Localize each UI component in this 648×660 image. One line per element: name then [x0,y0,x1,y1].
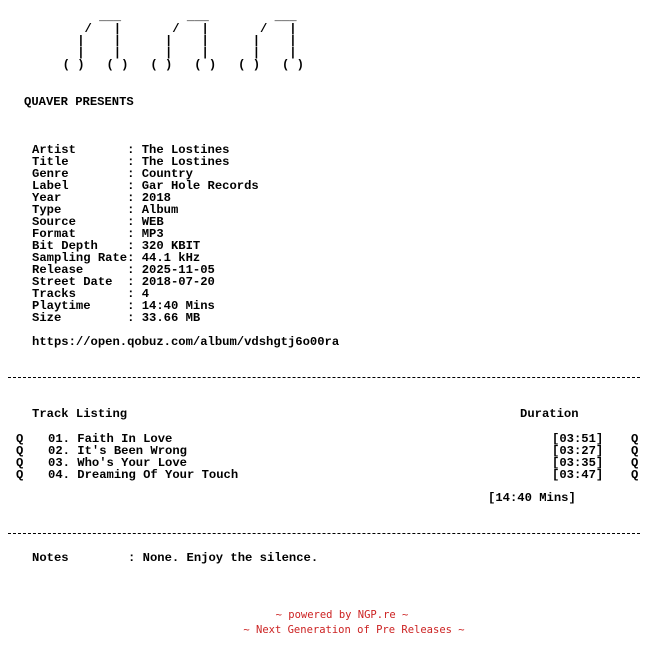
notes-label: Notes [32,551,69,565]
release-info-label: Label : [32,179,142,193]
release-info-value: 2018-07-20 [141,275,215,289]
footer-powered-by: ~ powered by NGP.re ~ [275,609,409,621]
release-info-label: Playtime : [32,299,142,313]
release-info-label: Year : [32,191,142,205]
release-info-value: 33.66 MB [141,311,201,325]
release-info-value: Album [141,203,179,217]
release-info-value: 44.1 kHz [141,251,201,265]
release-info-label: Genre : [32,167,142,181]
track-row [0,468,648,480]
track-marker-right: Q [631,432,639,446]
release-info-row [32,311,200,325]
presents-heading: QUAVER PRESENTS [24,95,134,109]
release-info-value: Country [141,167,193,181]
release-info-label: Size : [32,311,142,325]
release-info-label: Format : [32,227,142,241]
track-row [0,456,648,468]
track-listing-heading: Track Listing [32,407,128,421]
track-title: 01. Faith In Love [48,432,173,446]
footer-tagline: ~ Next Generation of Pre Releases ~ [243,624,465,636]
release-info-value: WEB [141,215,164,229]
track-marker-right: Q [631,468,639,482]
divider-bottom [8,533,640,534]
release-info-label: Artist : [32,143,142,157]
release-info-label: Release : [32,263,142,277]
release-info-label: Sampling Rate: [32,251,142,265]
release-info-value: The Lostines [141,155,230,169]
release-info-value: 320 KBIT [141,239,201,253]
track-duration: [03:35] [552,456,604,470]
track-duration: [03:27] [552,444,604,458]
release-info-value: 14:40 Mins [141,299,215,313]
release-info-label: Title : [32,155,142,169]
track-marker-left: Q [16,444,24,458]
ascii-logo: ___ ___ ___ / | / | / | | | | | | | | | | | | | ( ) ( ) ( ) ( ) ( ) ( ) [62,10,304,72]
release-info-value: 2025-11-05 [141,263,215,277]
track-marker-left: Q [16,456,24,470]
release-info-value: MP3 [141,227,164,241]
track-row [0,432,648,444]
track-marker-right: Q [631,456,639,470]
release-info-value: Gar Hole Records [141,179,259,193]
divider-top [8,377,640,378]
track-marker-left: Q [16,468,24,482]
release-info-block [32,144,259,324]
track-duration: [03:47] [552,468,604,482]
notes-text: : None. Enjoy the silence. [128,551,319,565]
release-info-value: The Lostines [141,143,230,157]
release-info-value: 2018 [141,191,171,205]
track-title: 03. Who's Your Love [48,456,187,470]
release-info-value: 4 [141,287,150,301]
release-info-label: Type : [32,203,142,217]
release-info-label: Tracks : [32,287,142,301]
track-title: 02. It's Been Wrong [48,444,187,458]
album-url: https://open.qobuz.com/album/vdshgtj6o00ra [32,335,340,349]
track-title: 04. Dreaming Of Your Touch [48,468,239,482]
duration-heading: Duration [520,407,579,421]
total-playtime: [14:40 Mins] [488,491,576,505]
track-marker-left: Q [16,432,24,446]
release-info-label: Street Date : [32,275,142,289]
release-info-label: Source : [32,215,142,229]
release-info-label: Bit Depth : [32,239,142,253]
track-list [0,432,648,480]
track-marker-right: Q [631,444,639,458]
track-duration: [03:51] [552,432,604,446]
track-row [0,444,648,456]
